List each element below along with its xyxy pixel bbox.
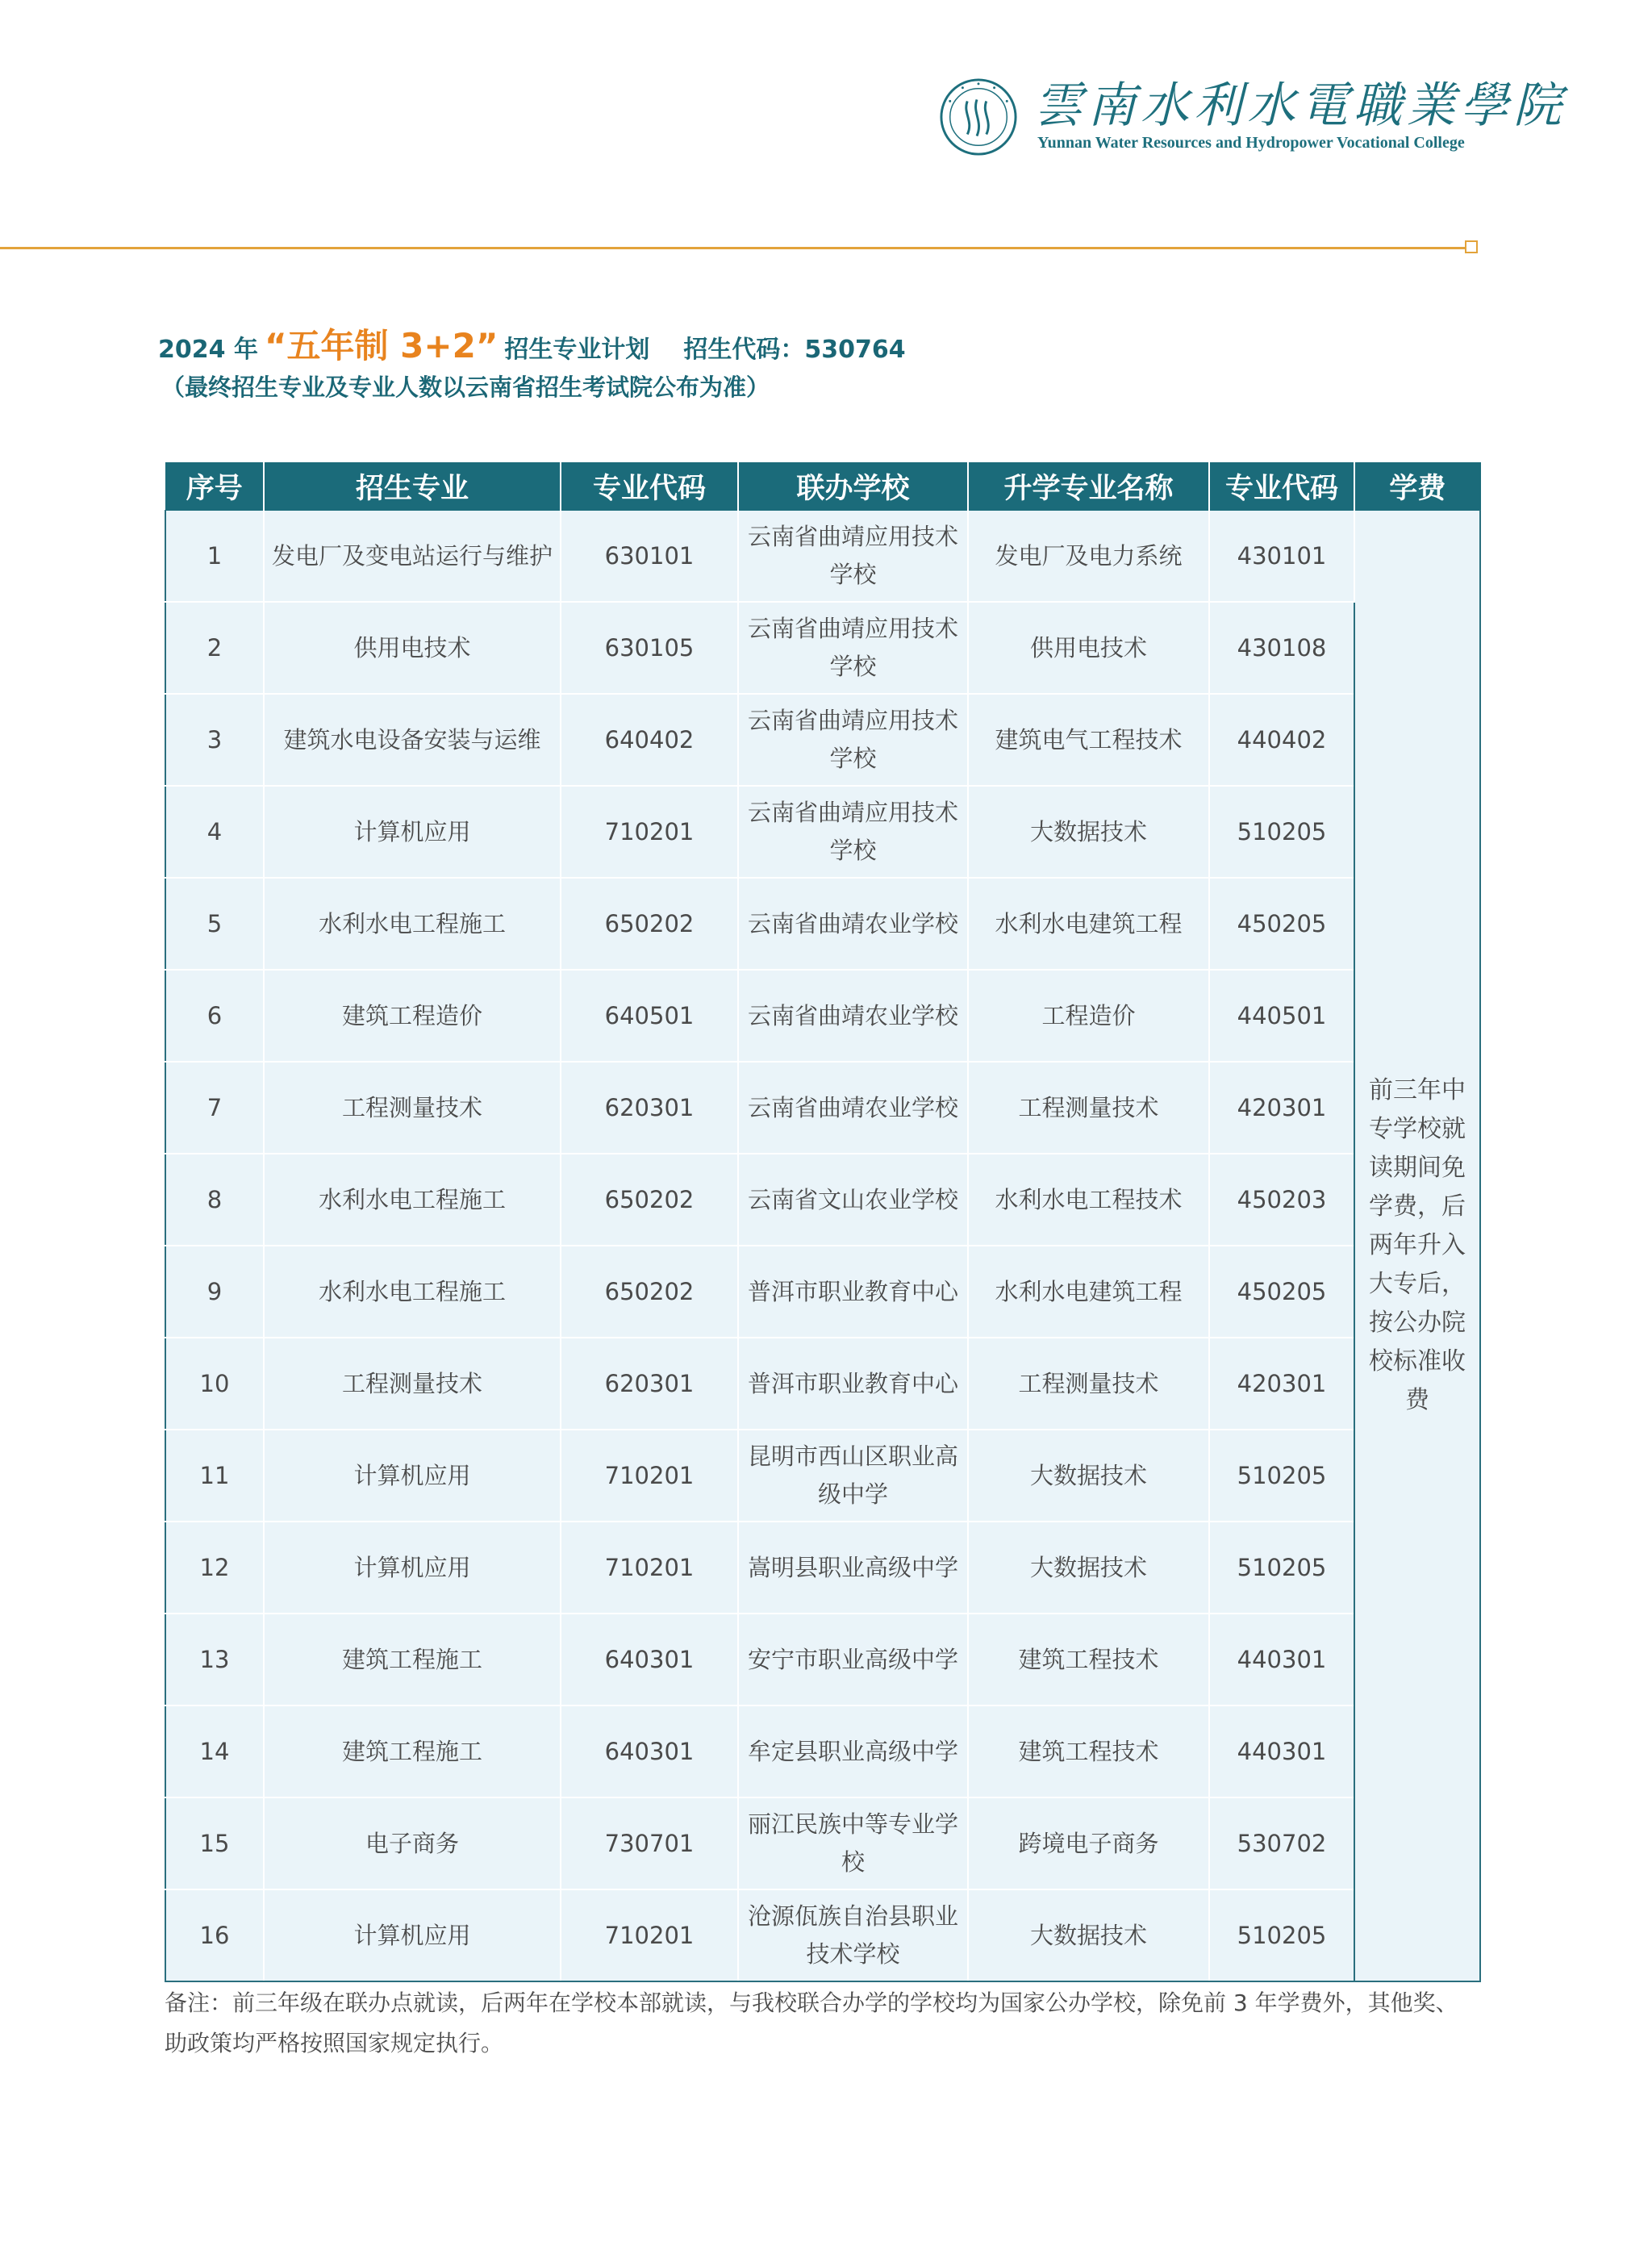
cell-partner-school: 云南省曲靖应用技术学校 (738, 602, 968, 694)
table-row (165, 602, 1480, 694)
college-logo (939, 77, 1566, 166)
cell-target-code: 420301 (1209, 1338, 1354, 1430)
cell-major-code: 630105 (561, 602, 738, 694)
cell-target-code: 450205 (1209, 878, 1354, 970)
cell-major-code: 650202 (561, 878, 738, 970)
table-row (165, 1706, 1480, 1797)
cell-major-code: 640402 (561, 694, 738, 786)
cell-target-major: 大数据技术 (968, 1889, 1209, 1981)
cell-target-code: 530702 (1209, 1797, 1354, 1889)
cell-major: 建筑水电设备安装与运维 (264, 694, 561, 786)
cell-major: 计算机应用 (264, 1522, 561, 1614)
cell-major-code: 730701 (561, 1797, 738, 1889)
cell-seq: 7 (165, 1062, 264, 1154)
header-target-code: 专业代码 (1209, 463, 1354, 511)
cell-major-code: 650202 (561, 1246, 738, 1338)
cell-partner-school: 云南省曲靖农业学校 (738, 878, 968, 970)
cell-target-major: 大数据技术 (968, 1430, 1209, 1522)
cell-major-code: 620301 (561, 1062, 738, 1154)
table-row (165, 1614, 1480, 1706)
cell-target-major: 大数据技术 (968, 786, 1209, 878)
cell-target-major: 工程造价 (968, 970, 1209, 1062)
cell-major: 电子商务 (264, 1797, 561, 1889)
table-row (165, 511, 1480, 603)
cell-target-major: 跨境电子商务 (968, 1797, 1209, 1889)
cell-target-code: 510205 (1209, 1430, 1354, 1522)
table-row (165, 878, 1480, 970)
cell-target-code: 450205 (1209, 1246, 1354, 1338)
title-enrollment-code: 招生代码：530764 (683, 336, 906, 364)
cell-target-code: 440501 (1209, 970, 1354, 1062)
header-major-code: 专业代码 (561, 463, 738, 511)
cell-target-major: 发电厂及电力系统 (968, 511, 1209, 603)
cell-seq: 9 (165, 1246, 264, 1338)
cell-major-code: 710201 (561, 1889, 738, 1981)
cell-target-major: 建筑工程技术 (968, 1706, 1209, 1797)
cell-major-code: 630101 (561, 511, 738, 603)
cell-seq: 13 (165, 1614, 264, 1706)
cell-seq: 1 (165, 511, 264, 603)
table-body (165, 511, 1480, 1982)
cell-target-major: 建筑工程技术 (968, 1614, 1209, 1706)
cell-target-major: 建筑电气工程技术 (968, 694, 1209, 786)
cell-major-code: 710201 (561, 786, 738, 878)
table-row (165, 1246, 1480, 1338)
cell-seq: 16 (165, 1889, 264, 1981)
header-target-major: 升学专业名称 (968, 463, 1209, 511)
cell-major: 建筑工程施工 (264, 1614, 561, 1706)
header-tuition: 学费 (1354, 463, 1480, 511)
footnote: 备注：前三年级在联办点就读，后两年在学校本部就读，与我校联合办学的学校均为国家公办学校，除免前 3 年学费外，其他奖、助政策均严格按照国家规定执行。 (165, 1989, 1458, 2056)
header-partner-school: 联办学校 (738, 463, 968, 511)
header-seq: 序号 (165, 463, 264, 511)
cell-target-code: 510205 (1209, 1889, 1354, 1981)
cell-tuition-note: 前三年中专学校就读期间免学费，后两年升入大专后，按公办院校标准收费 (1354, 511, 1480, 1982)
cell-major-code: 640501 (561, 970, 738, 1062)
cell-seq: 6 (165, 970, 264, 1062)
table-row (165, 1338, 1480, 1430)
cell-target-code: 430108 (1209, 602, 1354, 694)
cell-major: 发电厂及变电站运行与维护 (264, 511, 561, 603)
header-major: 招生专业 (264, 463, 561, 511)
cell-target-code: 440301 (1209, 1706, 1354, 1797)
cell-partner-school: 云南省曲靖农业学校 (738, 1062, 968, 1154)
header-divider (0, 247, 1465, 249)
cell-target-major: 工程测量技术 (968, 1338, 1209, 1430)
cell-target-major: 水利水电工程技术 (968, 1154, 1209, 1246)
cell-target-code: 450203 (1209, 1154, 1354, 1246)
cell-major: 建筑工程造价 (264, 970, 561, 1062)
cell-major-code: 620301 (561, 1338, 738, 1430)
cell-seq: 3 (165, 694, 264, 786)
cell-major-code: 640301 (561, 1706, 738, 1797)
cell-partner-school: 云南省曲靖应用技术学校 (738, 511, 968, 603)
cell-seq: 5 (165, 878, 264, 970)
table-row (165, 970, 1480, 1062)
cell-major: 水利水电工程施工 (264, 1154, 561, 1246)
cell-partner-school: 普洱市职业教育中心 (738, 1246, 968, 1338)
cell-partner-school: 云南省曲靖应用技术学校 (738, 786, 968, 878)
title-year: 2024 年 (158, 336, 258, 364)
title-plan: 招生专业计划 (504, 336, 650, 364)
cell-seq: 11 (165, 1430, 264, 1522)
cell-major-code: 640301 (561, 1614, 738, 1706)
cell-major: 水利水电工程施工 (264, 878, 561, 970)
title-program: “五年制 3+2” (264, 326, 499, 365)
table-row (165, 694, 1480, 786)
cell-major: 工程测量技术 (264, 1338, 561, 1430)
cell-seq: 2 (165, 602, 264, 694)
cell-target-major: 工程测量技术 (968, 1062, 1209, 1154)
table-row (165, 1062, 1480, 1154)
cell-major-code: 710201 (561, 1522, 738, 1614)
cell-seq: 4 (165, 786, 264, 878)
table-header-row (165, 463, 1480, 511)
cell-target-code: 510205 (1209, 786, 1354, 878)
college-name-cn: 雲南水利水電職業學院 (1034, 77, 1566, 134)
table-row (165, 1797, 1480, 1889)
cell-partner-school: 昆明市西山区职业高级中学 (738, 1430, 968, 1522)
college-seal-icon (939, 77, 1018, 157)
cell-target-code: 430101 (1209, 511, 1354, 603)
cell-target-major: 水利水电建筑工程 (968, 1246, 1209, 1338)
cell-partner-school: 云南省曲靖应用技术学校 (738, 694, 968, 786)
table-row (165, 786, 1480, 878)
cell-major: 供用电技术 (264, 602, 561, 694)
cell-partner-school: 嵩明县职业高级中学 (738, 1522, 968, 1614)
cell-target-code: 440402 (1209, 694, 1354, 786)
cell-target-code: 420301 (1209, 1062, 1354, 1154)
cell-seq: 12 (165, 1522, 264, 1614)
table-row (165, 1889, 1480, 1981)
cell-major: 工程测量技术 (264, 1062, 561, 1154)
cell-target-code: 440301 (1209, 1614, 1354, 1706)
page-subtitle: （最终招生专业及专业人数以云南省招生考试院公布为准） (161, 374, 770, 401)
cell-target-major: 水利水电建筑工程 (968, 878, 1209, 970)
cell-major-code: 650202 (561, 1154, 738, 1246)
table-row (165, 1522, 1480, 1614)
divider-end-square (1465, 240, 1478, 253)
cell-partner-school: 安宁市职业高级中学 (738, 1614, 968, 1706)
cell-major: 建筑工程施工 (264, 1706, 561, 1797)
cell-seq: 8 (165, 1154, 264, 1246)
cell-partner-school: 沧源佤族自治县职业技术学校 (738, 1889, 968, 1981)
cell-target-major: 供用电技术 (968, 602, 1209, 694)
cell-seq: 14 (165, 1706, 264, 1797)
cell-seq: 15 (165, 1797, 264, 1889)
page-title (158, 319, 906, 368)
cell-partner-school: 云南省曲靖农业学校 (738, 970, 968, 1062)
college-name-en: Yunnan Water Resources and Hydropower Vocational College (1037, 134, 1465, 152)
cell-partner-school: 牟定县职业高级中学 (738, 1706, 968, 1797)
enrollment-plan-table (165, 462, 1481, 1982)
cell-major-code: 710201 (561, 1430, 738, 1522)
cell-major: 计算机应用 (264, 1889, 561, 1981)
cell-major: 水利水电工程施工 (264, 1246, 561, 1338)
cell-major: 计算机应用 (264, 1430, 561, 1522)
table-row (165, 1430, 1480, 1522)
cell-partner-school: 普洱市职业教育中心 (738, 1338, 968, 1430)
cell-target-major: 大数据技术 (968, 1522, 1209, 1614)
cell-partner-school: 丽江民族中等专业学校 (738, 1797, 968, 1889)
cell-major: 计算机应用 (264, 786, 561, 878)
cell-seq: 10 (165, 1338, 264, 1430)
cell-target-code: 510205 (1209, 1522, 1354, 1614)
cell-partner-school: 云南省文山农业学校 (738, 1154, 968, 1246)
table-row (165, 1154, 1480, 1246)
